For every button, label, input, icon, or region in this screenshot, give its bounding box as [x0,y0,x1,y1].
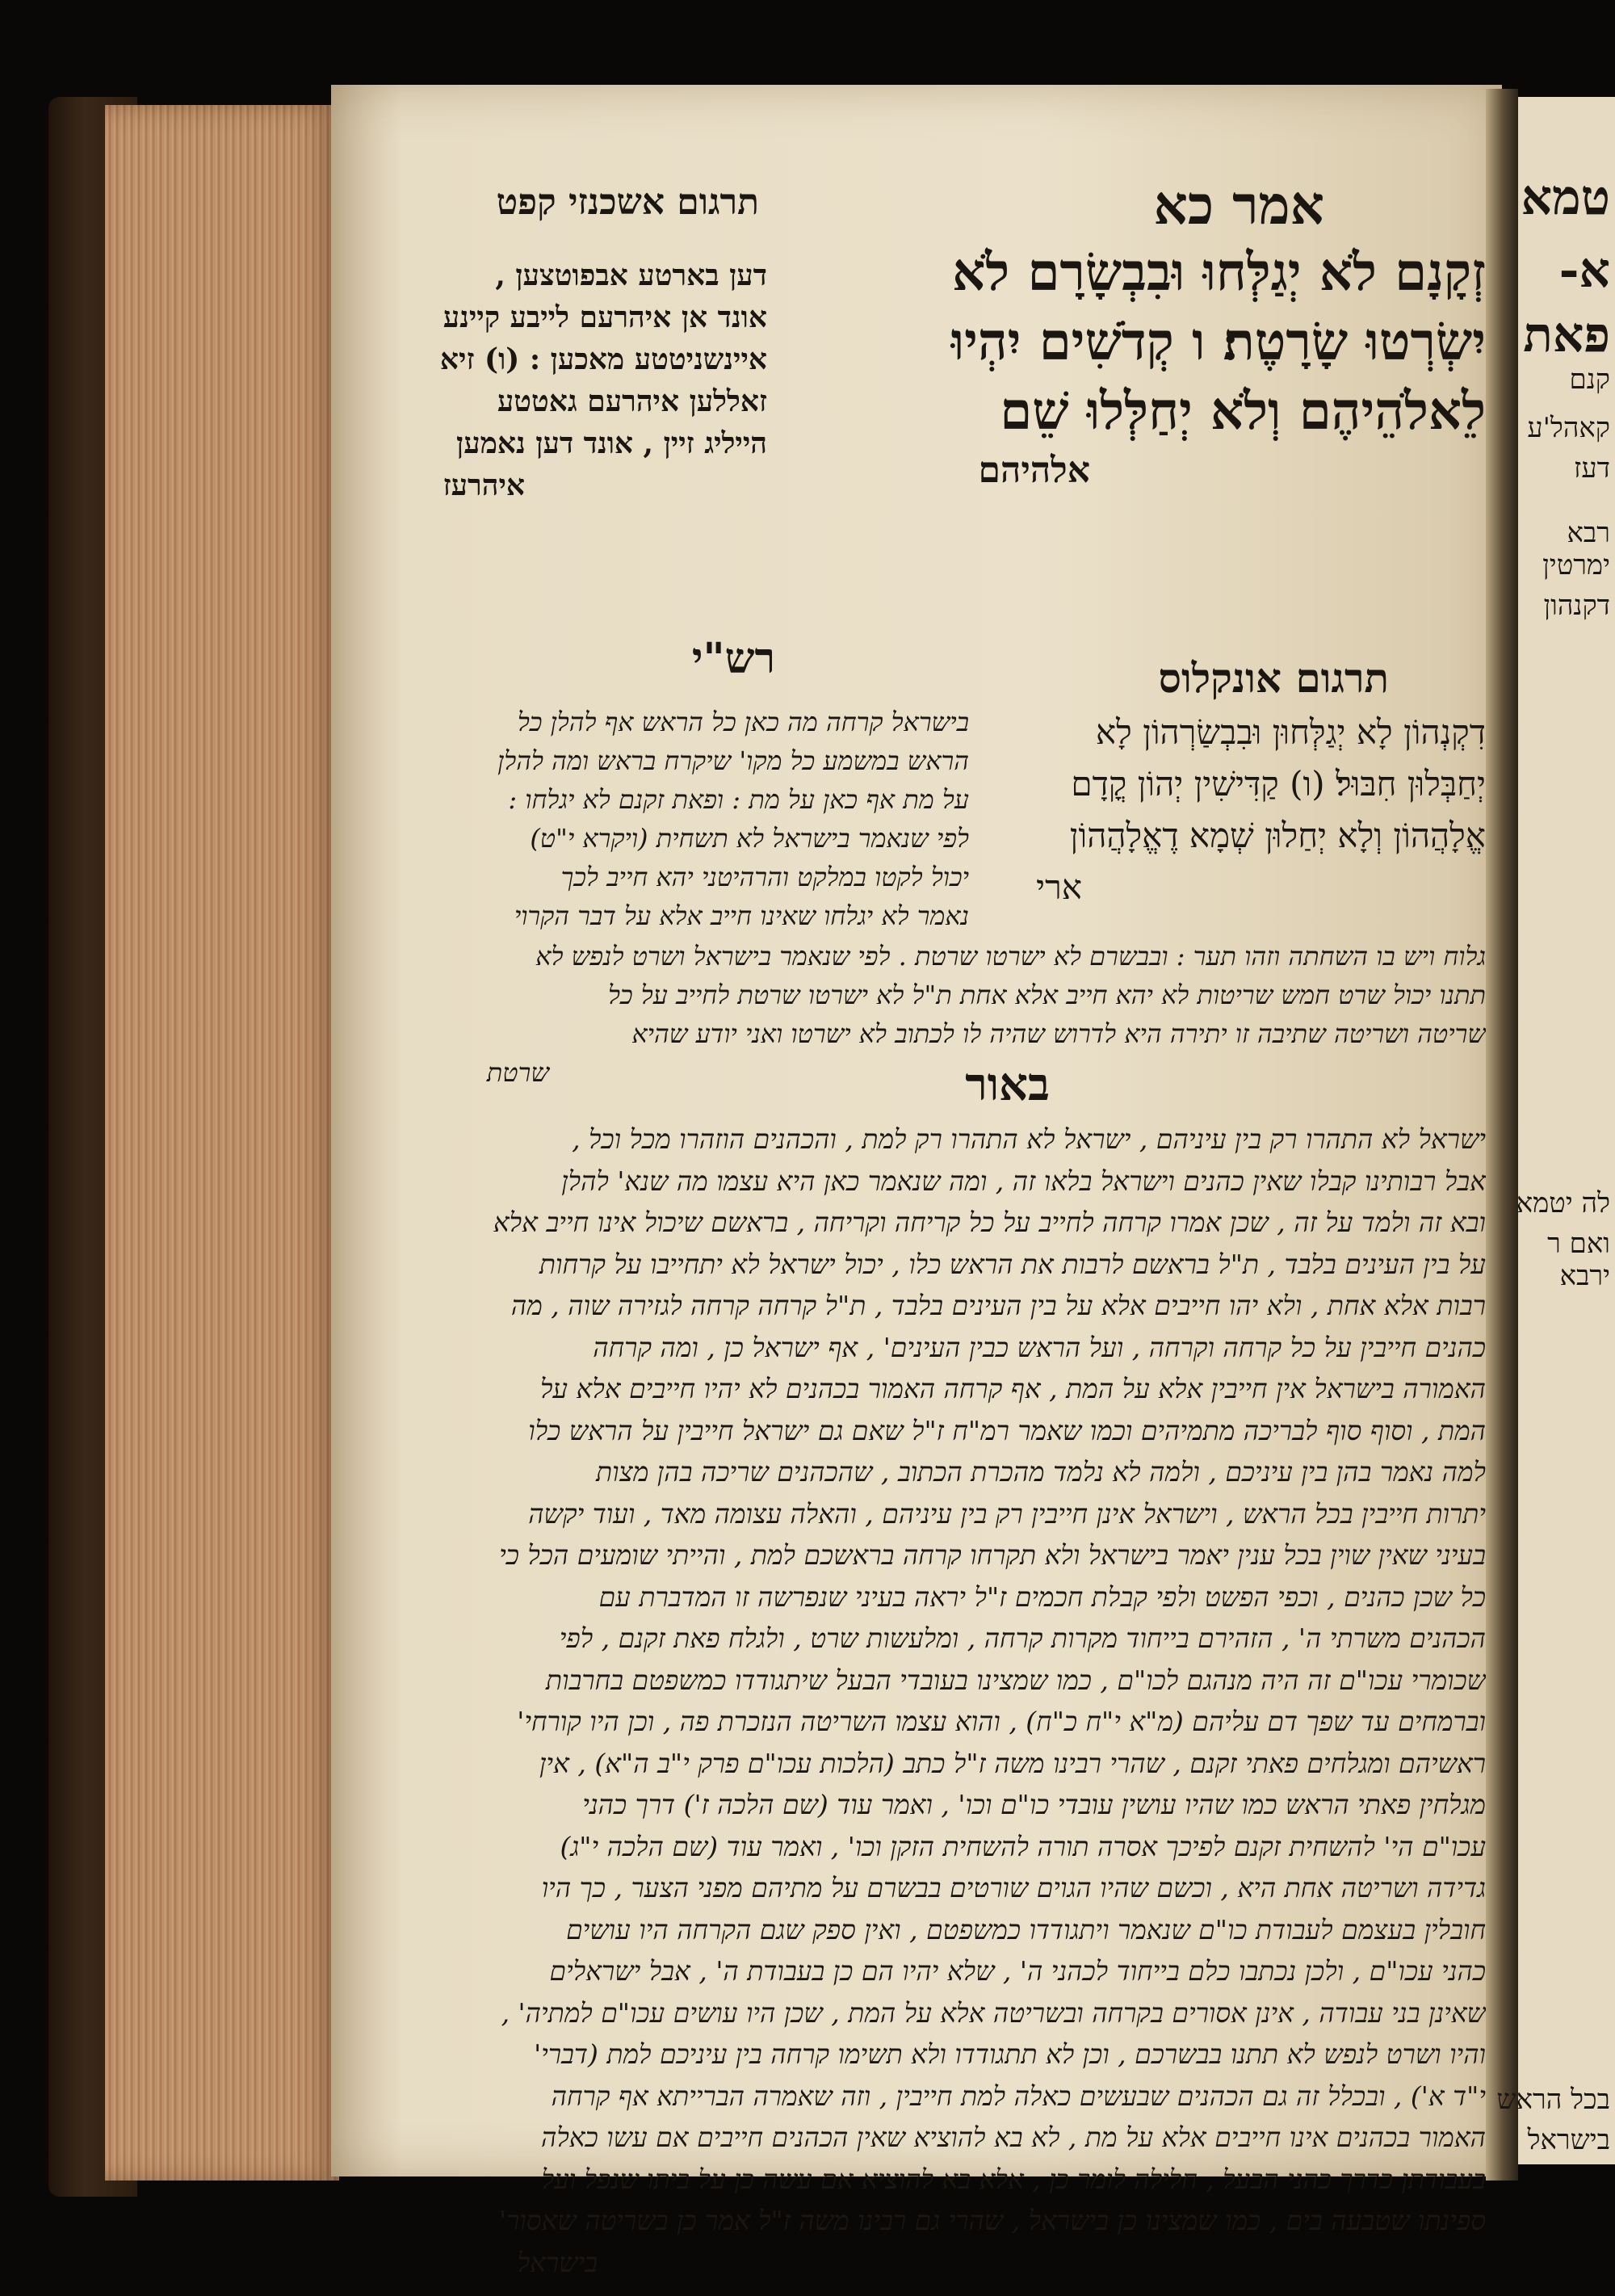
biur-text [404,1119,1486,2283]
onkelos-title: תרגום אונקלוס [1158,654,1389,702]
onkelos-line: ארי [1036,867,1082,907]
biur-line: חובלין בעצמם לעבודת כו"ם שנאמר ויתגודדו כמשפטם , ואין ספק שגם הקרחה היו עושים [566,1913,1486,1946]
biur-line: בעבודתן כדרך כהני הבעל , חלילה לומר כן , אלא בא להוציא אם עשה כן על ביתו שנפל ועל [541,2163,1486,2195]
next-page-text: קנם [1569,363,1610,396]
biur-line: מגלחין פאתי הראש כמו שהיו עושין עובדי כו"ם וכו' , ואמר עוד (שם הלכה ז') דרך כהני [582,1789,1486,1820]
rashi-line: גלוח ויש בו השחתה וזהו תער : ובבשרם לא ישרטו שרטת . לפי שנאמר בישראל ושרט לנפש לא [535,941,1486,972]
next-page-text: ירבא [1559,1260,1610,1292]
next-page-text: דעז [1573,452,1610,485]
parsha-header: אמר כא [1153,174,1324,237]
next-page-text: קאהל'ע [1527,412,1610,444]
biur-line: למה נאמר בהן בין עיניכם , ולמה לא נלמד מהכרת הכתוב , שהכהנים שריכה בהן מצות [595,1456,1486,1488]
biur-line: יתרות חייבין בכל הראש , וישראל אינן חייבין רק בין עיניהם , והאלה עצומה מאד , ועוד יקשה [528,1497,1486,1530]
next-page-text: דקנהון [1543,590,1610,622]
biur-line: שאינן בני עבודה , אינן אסורים בקרחה ובשריטה אלא על המת , שכן היו עושים עכו"ם למתיה' , [501,1996,1486,2029]
onkelos-text [985,707,1486,913]
biur-line: ובא זה ולמד על זה , שכן אמרו קרחה לחייב על כל קריחה וקריחה , בראשם שיכול אינו חייב אלא [493,1207,1486,1238]
verse-text [799,238,1486,495]
yiddish-line: איהרעז [443,468,525,502]
next-page-text: רבא [1567,517,1610,549]
right-page-fragment [1496,97,1615,2164]
next-page-text: לה יטמא [1516,1187,1610,1219]
rashi-line: יכול לקטו במלקט והרהיטני יהא חייב לכך [560,862,969,892]
biur-line: עכו"ם הי' להשחית זקנם לפיכך אסרה תורה להשחית הזקן וכו' , ואמר עוד (שם הלכה י"ג) [560,1830,1486,1862]
biur-line: הכהנים משרתי ה' , הזהירם בייחוד מקרות קרחה , ומלעשות שרט , ולגלח פאת זקנם , לפי [559,1622,1486,1654]
rashi-line: שריטה ושריטה שתיבה זו יתירה היא לדרוש שהיה לו לכתוב לא ישרטו ואני יודע שהיא [631,1018,1486,1049]
rashi-line: הראש במשמע כל מקו' שיקרח בראש ומה להלן [497,745,969,776]
rashi-line: לפי שנאמר בישראל לא תשחית (ויקרא י"ט) [530,823,969,854]
next-page-text: בישראל [1527,2124,1610,2156]
verse-line: לֵאלֹהֵיהֶם וְלֹא יְחַלְּלוּ שֵׁם [1000,381,1486,442]
yiddish-line: הייליג זיין , אונד דען נאמען [456,426,767,460]
yiddish-line: אונד אן איהרעם לייבע קיינע [443,300,767,334]
biur-line: האמור בכהנים אינו חייבים אלא על מת , לא בא להוציא שאין הכהנים חייבים אם עשו כאלה [541,2122,1486,2153]
biur-line: ישראל לא התהרו רק בין עיניהם , ישראל לא התהרו רק למת , והכהנים הוזהרו מכל וכל , [572,1123,1486,1155]
book-gutter [1486,89,1518,2181]
biur-line: י"ד א') , ובכלל זה גם הכהנים שבעשים כאלה למת חייבין , וזה שאמרה הברייתא אף קרחה [551,2080,1486,2112]
yiddish-line: דען בארטע אבפוטצען , [495,258,767,292]
onkelos-line: דִקְנְהוֹן לָא יְגַלְּחוּן וּבִבְשַׂרְהוֹן לָא [1095,712,1486,752]
biur-line: כל שכן כהנים , וכפי הפשט ולפי קבלת חכמים ז"ל יראה בעיני שנפרשה זו המדברת עם [598,1580,1486,1613]
biur-line: המת , וסוף סוף לבריכה מתמיהים וכמו שאמר רמ"ח ז"ל שאם גם ישראל חייבין על הראש כלו [528,1414,1486,1446]
biur-line: בישראל [517,2246,598,2278]
biur-line: שכומרי עכו"ם זה היה מנהגם לכו"ם , כמו שמצינו בעובדי הבעל שיתגודדו כמשפטם בחרבות [545,1664,1486,1696]
rashi-side-text [404,703,969,935]
next-page-text: בכל הראש [1496,2084,1610,2116]
onkelos-line: יְחַבְּלוּן חִבּוּל׃ (ו) קַדִּישִׁין יְהוֹן קֳדָם [1071,764,1486,804]
verse-line: יִשְׂרְטוּ שָׂרָטֶת׃ ו קְדֹשִׁים יִהְיוּ [950,312,1486,372]
yiddish-translation [396,254,767,506]
biur-line: אבל רבותינו קבלו שאין כהנים וישראל בלאו זה , ומה שנאמר כאן היא עצמו מה שנא' להלן [561,1165,1486,1197]
biur-line: כהנים חייבין על כל קרחה וקרחה , ועל הראש כבין העינים' , אף ישראל כן , ומה קרחה [593,1331,1486,1363]
biur-line: כהני עכו"ם , ולכן נכתבו כלם בייחוד לכהני ה' , שלא יהיו הם כן בעבודת ה' , אבל ישראלים [549,1955,1486,1987]
biur-line: האמורה בישראל אין חייבין אלא על המת , אף קרחה האמור בכהנים לא יהיו חייבים אלא על [539,1373,1486,1404]
next-page-text: טמא [1521,170,1610,226]
rashi-title: רש"י [691,634,775,683]
biur-line: בעיני שאין שוין בכל ענין יאמר בישראל ולא תקרחו קרחה בראשכם למת , והייתי שומעים הכל כי [499,1539,1486,1571]
next-page-text: ואם ר [1547,1228,1610,1260]
onkelos-line: אֱלָהֲהוֹן וְלָא יְחַלוּן שְׁמָא דֶאֱלָהֲהוֹן [1069,816,1486,855]
next-page-text: א- [1558,242,1610,299]
rashi-full-text [404,937,1486,1092]
biur-line: ספינתו שטבעה בים , כמו שמצינו כן בישראל , שהרי גם רבינו משה ז"ל אמר כן בשריטה שאסור' [498,2205,1486,2236]
targum-header: תרגום אשכנזי קפט [496,182,759,223]
biur-line: רבות אלא אחת , ולא יהו חייבים אלא על בין העינים בלבד , ת"ל קרחה קרחה לגזירה שוה , מה [510,1290,1486,1321]
rashi-line: תתנו יכול שרט חמש שריטות לא יהא חייב אלא אחת ת"ל לא ישרטו שרטת לחייב על כל [608,980,1486,1010]
biur-line: על בין העינים בלבד , ת"ל בראשם לרבות את הראש כלו , יכול ישראל לא יתחייבו על קרחות [539,1248,1486,1280]
next-page-text: פאת [1523,307,1610,363]
verse-line: אלהיהם [978,450,1090,491]
biur-line: והיו ושרט לנפש לא תתנו בבשרכם , וכן לא תתגודדו ולא תשימו קרחה בין עיניכם למת (דברי' [534,2038,1486,2070]
verse-line: זְקָנָם לֹא יְגַלְּחוּ וּבִבְשָׂרָם לֹא [952,242,1486,303]
rashi-line: שרטת [486,1057,549,1088]
rashi-line: נאמר לא יגלחו שאינו חייב אלא על דבר הקרוי [514,900,969,931]
page-fore-edge [105,105,339,2181]
biur-line: וברמחים עד שפך דם עליהם (מ"א י"ח כ"ח) , והוא עצמו השריטה הנזכרת פה , וכן היו קורחי' [517,1706,1486,1737]
rashi-line: על מת אף כאן על מת : ופאת זקנם לא יגלחו : [508,784,969,815]
biur-title: באור [965,1058,1050,1111]
biur-line: גדידה ושריטה אחת היא , וכשם שהיו הגוים שורטים בבשרם על מתיהם מפני הצער , כך היו [541,1872,1486,1904]
next-page-text: ימרטין [1542,549,1610,581]
yiddish-line: איינשניטטע מאכען : (ו) זיא [439,342,767,376]
rashi-line: בישראל קרחה מה כאן כל הראש אף להלן כל [517,707,969,737]
biur-line: ראשיהם ומגלחים פאתי זקנם , שהרי רבינו משה ז"ל כתב (הלכות עכו"ם פרק י"ב ה"א) , אין [539,1747,1486,1779]
left-page [331,85,1502,2278]
yiddish-line: זאללען איהרעם גאטטע [497,384,767,418]
